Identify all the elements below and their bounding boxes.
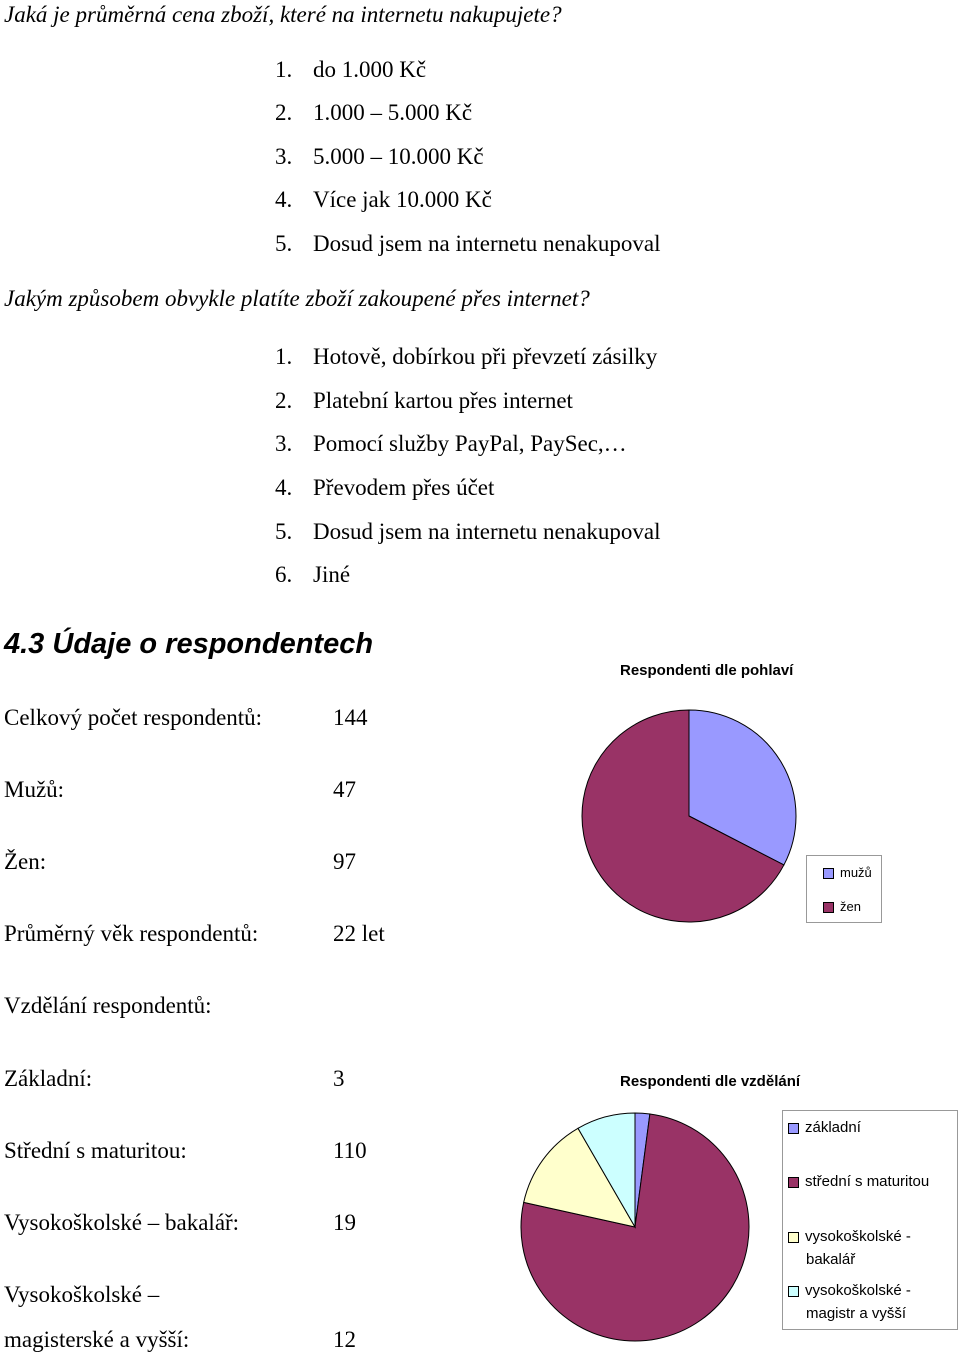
q2-option-6-num: 6.	[275, 562, 293, 587]
q1-option-5-num: 5.	[275, 231, 293, 256]
q1-option-2	[275, 100, 472, 126]
legend-label-bakalar: vysokoškolské - bakalář	[805, 1228, 911, 1268]
q2-option-1	[275, 344, 657, 370]
secondary-education-value: 110	[333, 1138, 367, 1163]
legend-swatch-magistr	[788, 1286, 799, 1297]
question-1-text: Jaká je průměrná cena zboží, které na internetu nakupujete?	[4, 2, 562, 27]
legend-item-stredni	[788, 1170, 953, 1193]
gender-chart-legend	[806, 855, 882, 923]
q2-option-2	[275, 388, 573, 414]
q1-option-1	[275, 57, 426, 83]
legend-swatch-zen	[823, 902, 834, 913]
legend-item-zen	[823, 895, 861, 918]
bachelor-education-value: 19	[333, 1210, 356, 1235]
q2-option-4	[275, 475, 494, 501]
education-chart-title: Respondenti dle vzdělání	[620, 1073, 801, 1090]
men-label: Mužů:	[4, 777, 65, 802]
q1-option-3-label: 5.000 – 10.000 Kč	[313, 144, 484, 169]
women-value: 97	[333, 849, 356, 874]
q1-option-1-num: 1.	[275, 57, 293, 82]
legend-swatch-stredni	[788, 1177, 799, 1188]
q2-option-3-label: Pomocí služby PayPal, PaySec,…	[313, 431, 627, 456]
legend-label-magistr: vysokoškolské - magistr a vyšší	[805, 1282, 911, 1322]
gender-chart-title: Respondenti dle pohlaví	[620, 662, 794, 679]
legend-swatch-muzu	[823, 868, 834, 879]
q2-option-2-num: 2.	[275, 388, 293, 413]
master-education-label-line1: Vysokoškolské –	[4, 1282, 160, 1307]
q2-option-6-label: Jiné	[313, 562, 351, 587]
q2-option-5-label: Dosud jsem na internetu nenakupoval	[313, 519, 661, 544]
secondary-education-label: Střední s maturitou:	[4, 1138, 187, 1163]
education-chart-legend	[782, 1110, 958, 1330]
q1-option-4	[275, 187, 492, 213]
q1-option-2-num: 2.	[275, 100, 293, 125]
average-age-value: 22 let	[333, 921, 385, 946]
average-age-label: Průměrný věk respondentů:	[4, 921, 259, 946]
education-pie-chart	[505, 1100, 765, 1358]
master-education-label-line2: magisterské a vyšší:	[4, 1327, 190, 1352]
q2-option-5-num: 5.	[275, 519, 293, 544]
q2-option-1-label: Hotově, dobírkou při převzetí zásilky	[313, 344, 658, 369]
legend-label-stredni: střední s maturitou	[805, 1173, 930, 1190]
legend-label-zakladni: základní	[805, 1119, 861, 1136]
legend-item-bakalar	[788, 1225, 953, 1271]
q2-option-4-label: Převodem přes účet	[313, 475, 495, 500]
total-respondents-label: Celkový počet respondentů:	[4, 705, 263, 730]
women-label: Žen:	[4, 849, 47, 874]
q1-option-4-num: 4.	[275, 187, 293, 212]
basic-education-value: 3	[333, 1066, 345, 1091]
q2-option-3-num: 3.	[275, 431, 293, 456]
legend-label-muzu: mužů	[840, 865, 872, 880]
q1-option-3	[275, 144, 484, 170]
q1-option-5	[275, 231, 660, 257]
bachelor-education-label: Vysokoškolské – bakalář:	[4, 1210, 240, 1235]
basic-education-label: Základní:	[4, 1066, 93, 1091]
q1-option-2-label: 1.000 – 5.000 Kč	[313, 100, 473, 125]
q2-option-5	[275, 519, 660, 545]
q2-option-3	[275, 431, 627, 457]
q1-option-5-label: Dosud jsem na internetu nenakupoval	[313, 231, 661, 256]
legend-item-magistr	[788, 1279, 953, 1325]
q2-option-1-num: 1.	[275, 344, 293, 369]
men-value: 47	[333, 777, 356, 802]
q2-option-6	[275, 562, 350, 588]
q1-option-1-label: do 1.000 Kč	[313, 57, 427, 82]
legend-item-zakladni	[788, 1116, 953, 1139]
legend-swatch-bakalar	[788, 1232, 799, 1243]
question-2-text: Jakým způsobem obvykle platíte zboží zakoupené přes internet?	[4, 286, 590, 311]
q2-option-4-num: 4.	[275, 475, 293, 500]
legend-swatch-zakladni	[788, 1123, 799, 1134]
gender-pie-chart	[560, 690, 820, 940]
legend-label-zen: žen	[840, 899, 861, 914]
q1-option-3-num: 3.	[275, 144, 293, 169]
total-respondents-value: 144	[333, 705, 368, 730]
section-heading: 4.3 Údaje o respondentech	[4, 628, 374, 660]
master-education-value: 12	[333, 1327, 356, 1352]
education-heading: Vzdělání respondentů:	[4, 993, 212, 1018]
q1-option-4-label: Více jak 10.000 Kč	[313, 187, 492, 212]
q2-option-2-label: Platební kartou přes internet	[313, 388, 573, 413]
legend-item-muzu	[823, 861, 872, 884]
